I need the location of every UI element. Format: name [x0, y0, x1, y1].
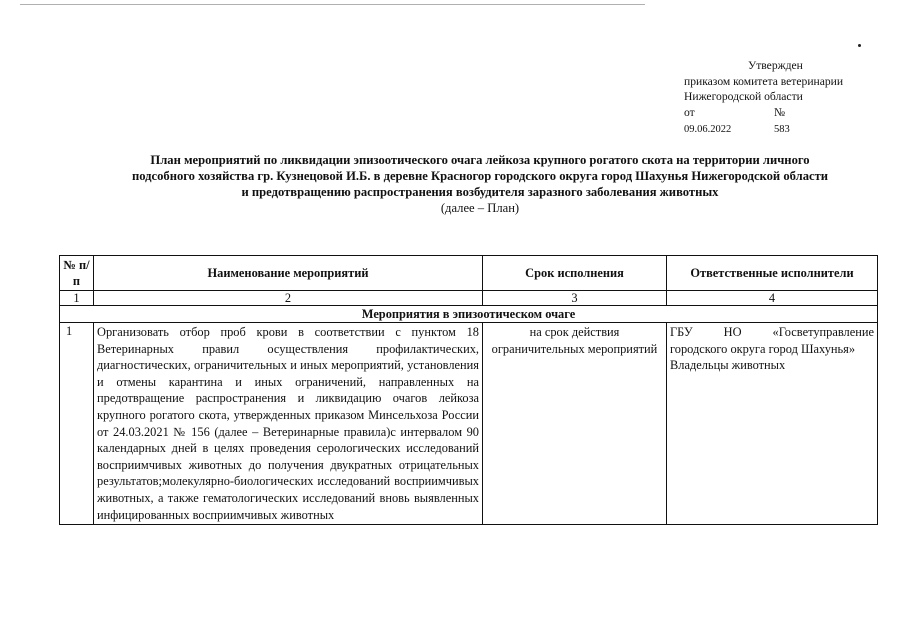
header-measure: Наименование мероприятий — [94, 256, 483, 291]
header-num: № п/п — [60, 256, 94, 291]
executor-1: ГБУ НО «Госветуправление городского округа город Шахунья» — [670, 325, 874, 356]
row-measure: Организовать отбор проб крови в соответствии с пунктом 18 Ветеринарных правил осуществления профилактических, диагностических, ограничительных и иных мероприятий, установления и отмены карантина и иных ограничений, направленных на предотвращение распространения и ликвидацию очагов лейкоза крупного рогатого скота, утвержденных приказом Минсельхоза России от 24.03.2021 № 156 (далее – Ветеринарные правила)с интервалом 90 календарных дней в целях проведения серологических исследований восприимчивых животных до получения двукратных отрицательных результатов;молекулярно-биологических исследований восприимчивых животных, а также гематологических исследований вновь выявленных инфицированных восприимчивых животных — [94, 323, 483, 525]
col-number-4: 4 — [667, 291, 878, 306]
approval-line-2: приказом комитета ветеринарии — [684, 74, 844, 88]
title-line-4: (далее – План) — [440, 201, 520, 215]
column-number-row — [60, 291, 878, 306]
header-deadline: Срок исполнения — [483, 256, 667, 291]
plan-table — [59, 255, 878, 525]
approval-number-label: № — [774, 105, 786, 119]
approval-line-1: Утвержден — [748, 59, 803, 72]
executor-2: Владельцы животных — [670, 358, 786, 373]
approval-block — [684, 58, 843, 138]
col-number-3: 3 — [483, 291, 667, 306]
row-executors — [667, 323, 878, 525]
title-line-1: План мероприятий по ликвидации эпизоотического очага лейкоза крупного рогатого скота на территории личного — [150, 153, 810, 167]
row-deadline: на срок действия ограничительных мероприятий — [483, 323, 667, 525]
document-title — [60, 152, 900, 216]
col-number-2: 2 — [94, 291, 483, 306]
header-executors: Ответственные исполнители — [667, 256, 878, 291]
title-line-3: и предотвращению распространения возбудителя заразного заболевания животных — [241, 185, 719, 199]
title-line-2: подсобного хозяйства гр. Кузнецовой И.Б. в деревне Красногор городского округа город Шахунья Нижегородской области — [131, 169, 829, 183]
row-num: 1 — [60, 323, 94, 525]
table-row — [60, 323, 878, 525]
top-scan-line — [20, 4, 645, 5]
approval-date: 09.06.2022 — [684, 124, 732, 135]
approval-number: 583 — [774, 124, 790, 135]
approval-from-label: от — [684, 105, 695, 119]
section-title: Мероприятия в эпизоотическом очаге — [60, 306, 878, 323]
col-number-1: 1 — [60, 291, 94, 306]
header-row — [60, 256, 878, 291]
approval-labels-row — [684, 105, 843, 121]
scan-dot — [858, 44, 861, 47]
approval-line-3: Нижегородской области — [684, 90, 803, 103]
section-row — [60, 306, 878, 323]
approval-values-row — [684, 122, 843, 138]
